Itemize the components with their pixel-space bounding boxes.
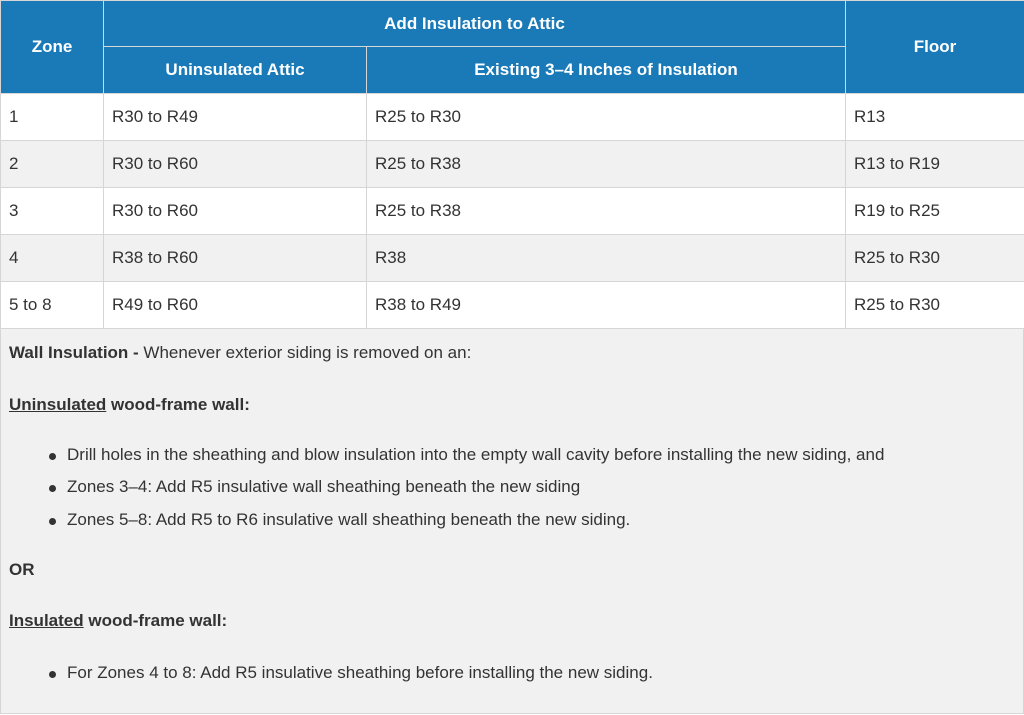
table-row: [1, 235, 1024, 282]
insulated-word: Insulated: [9, 611, 84, 630]
cell-existing: R38 to R49: [367, 282, 846, 329]
wall-insulation-notes: [0, 328, 1024, 714]
cell-uninsulated: R30 to R49: [104, 94, 367, 141]
cell-zone: 5 to 8: [1, 282, 104, 329]
cell-zone: 1: [1, 94, 104, 141]
bullet-icon: [49, 453, 56, 460]
insulated-heading: [9, 611, 227, 631]
list-item-text: Zones 5–8: Add R5 to R6 insulative wall sheathing beneath the new siding.: [67, 510, 631, 529]
header-uninsulated-attic: Uninsulated Attic: [104, 47, 367, 94]
cell-floor: R25 to R30: [846, 282, 1024, 329]
table-row: [1, 282, 1024, 329]
cell-floor: R25 to R30: [846, 235, 1024, 282]
insulation-table: [0, 0, 1024, 329]
uninsulated-heading: [9, 395, 250, 415]
bullet-icon: [49, 485, 56, 492]
table-row: [1, 188, 1024, 235]
cell-zone: 3: [1, 188, 104, 235]
table-row: [1, 94, 1024, 141]
bullet-icon: [49, 671, 56, 678]
wall-insulation-title: Wall Insulation -: [9, 343, 139, 362]
cell-uninsulated: R38 to R60: [104, 235, 367, 282]
cell-uninsulated: R30 to R60: [104, 188, 367, 235]
cell-zone: 2: [1, 141, 104, 188]
table-row: [1, 141, 1024, 188]
header-attic-group: Add Insulation to Attic: [104, 1, 846, 47]
cell-existing: R38: [367, 235, 846, 282]
cell-existing: R25 to R30: [367, 94, 846, 141]
cell-zone: 4: [1, 235, 104, 282]
cell-floor: R13: [846, 94, 1024, 141]
header-zone: Zone: [1, 1, 104, 94]
cell-uninsulated: R30 to R60: [104, 141, 367, 188]
bullet-icon: [49, 518, 56, 525]
or-label: OR: [9, 560, 35, 579]
list-item-text: Drill holes in the sheathing and blow insulation into the empty wall cavity before installing the new siding, and: [67, 445, 885, 464]
header-floor: Floor: [846, 1, 1024, 94]
cell-existing: R25 to R38: [367, 188, 846, 235]
insulated-heading-rest: wood-frame wall:: [83, 611, 228, 630]
wall-insulation-intro-text: Whenever exterior siding is removed on an:: [138, 343, 472, 362]
uninsulated-word: Uninsulated: [9, 395, 107, 414]
cell-existing: R25 to R38: [367, 141, 846, 188]
list-item-text: Zones 3–4: Add R5 insulative wall sheathing beneath the new siding: [67, 477, 581, 496]
header-existing-insulation: Existing 3–4 Inches of Insulation: [367, 47, 846, 94]
uninsulated-heading-rest: wood-frame wall:: [106, 395, 250, 414]
cell-floor: R13 to R19: [846, 141, 1024, 188]
cell-floor: R19 to R25: [846, 188, 1024, 235]
list-item-text: For Zones 4 to 8: Add R5 insulative sheathing before installing the new siding.: [67, 663, 653, 682]
wall-insulation-intro: [9, 343, 471, 363]
cell-uninsulated: R49 to R60: [104, 282, 367, 329]
